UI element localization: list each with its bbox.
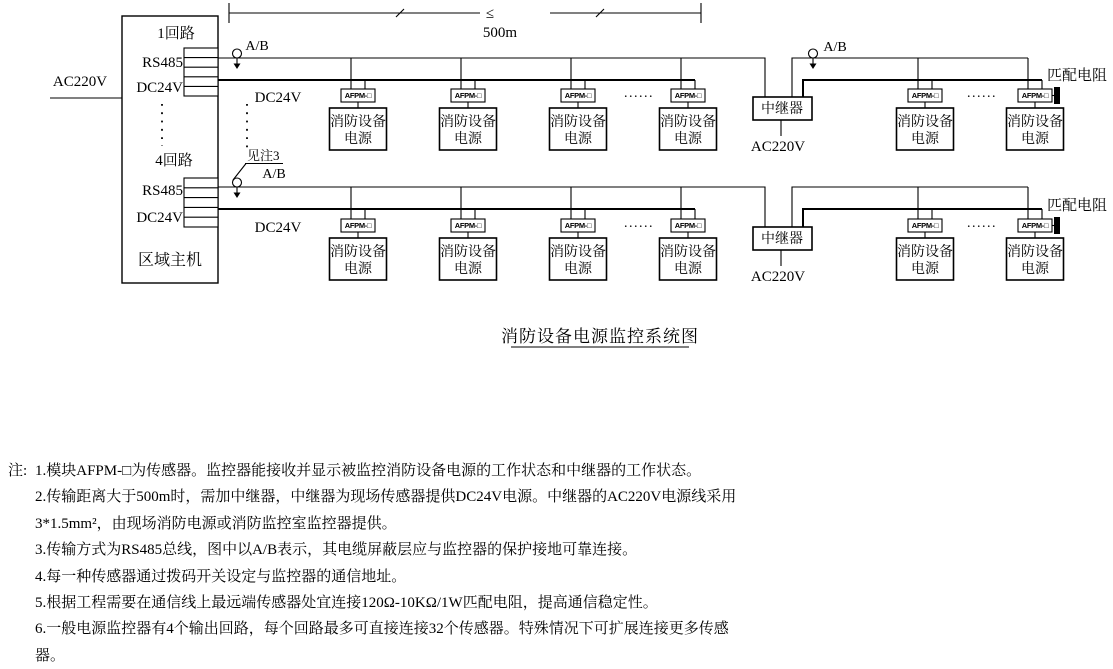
sensor-module-label: AFPM-□: [911, 91, 939, 100]
title-text: 消防设备电源监控系统图: [501, 327, 699, 346]
ab-label-bottom-left: A/B: [262, 167, 286, 182]
device-label: 电源: [674, 132, 702, 147]
device-label: 消防设备: [1007, 115, 1063, 130]
shield-ground-symbol: [233, 178, 242, 198]
note-line: 6.一般电源监控器有4个输出回路，每个回路最多可直接连接32个传感器。特殊情况下可扩展连接更多传感: [35, 621, 729, 638]
ab-label-top-right: A/B: [823, 40, 847, 55]
notes-lines: [35, 458, 736, 669]
shield-ground-symbol: [809, 49, 818, 69]
sensor-module-label: AFPM-□: [454, 221, 482, 230]
dc24v-label-bottom: DC24V: [136, 210, 183, 226]
sensor-module-label: AFPM-□: [344, 91, 372, 100]
dc24v-label-top: DC24V: [136, 80, 183, 96]
device-label: 电源: [1021, 132, 1049, 147]
sensor-module-label: AFPM-□: [1021, 91, 1049, 100]
sensor-module-label: AFPM-□: [344, 221, 372, 230]
shield-ground-symbol: [233, 49, 242, 69]
sensor-unit: [330, 58, 387, 150]
ellipsis-more-sensors: ......: [967, 86, 997, 101]
sensor-module-label: AFPM-□: [454, 91, 482, 100]
see-note-3-label: 见注3: [247, 148, 280, 163]
sensor-module-label: AFPM-□: [674, 221, 702, 230]
ellipsis-more-sensors: ......: [967, 216, 997, 231]
repeater-power-label: AC220V: [750, 139, 806, 155]
device-label: 消防设备: [550, 245, 606, 260]
device-label: 消防设备: [897, 115, 953, 130]
sensor-unit: [897, 58, 954, 150]
device-label: 电源: [564, 262, 592, 277]
notes-prefix: 注:: [8, 463, 28, 479]
device-label: 消防设备: [440, 115, 496, 130]
device-label: 电源: [1021, 262, 1049, 277]
diagram-title: [501, 327, 699, 347]
sensor-unit: [550, 58, 607, 150]
dc24v-bus-label-bottom: DC24V: [254, 220, 302, 236]
device-label: 消防设备: [660, 245, 716, 260]
device-label: 电源: [454, 262, 482, 277]
terminating-resistor: [1047, 196, 1107, 234]
ellipsis-more-sensors: ......: [624, 216, 654, 231]
sensor-module-label: AFPM-□: [674, 91, 702, 100]
ab-label-top-left: A/B: [245, 39, 269, 54]
device-label: 电源: [911, 132, 939, 147]
sensor-module-label: AFPM-□: [564, 221, 592, 230]
circuit-1-extension-bus: [792, 40, 1042, 97]
sensor-unit: [440, 187, 497, 280]
note-line: 器。: [35, 647, 66, 664]
terminal-strip-top: [184, 48, 218, 96]
sensor-module-label: AFPM-□: [911, 221, 939, 230]
repeater-label: 中继器: [761, 232, 803, 247]
note-line: 1.模块AFPM-□为传感器。监控器能接收并显示被监控消防设备电源的工作状态和中继器的工作状态。: [35, 463, 702, 479]
note-line: 3*1.5mm²，由现场消防电源或消防监控室监控器提供。: [35, 515, 397, 532]
lte-symbol: ≤: [485, 6, 495, 22]
sensor-module-label: AFPM-□: [1021, 221, 1049, 230]
matching-resistor-label: 匹配电阻: [1046, 198, 1108, 214]
resistor-icon: [1054, 217, 1060, 234]
distance-label: 500m: [482, 25, 518, 41]
repeater-power-label: AC220V: [750, 269, 806, 285]
resistor-icon: [1054, 87, 1060, 104]
repeater-unit: [751, 97, 812, 155]
ellipsis-more-sensors: ......: [624, 86, 654, 101]
sensor-unit: [550, 187, 607, 280]
notes: [8, 458, 736, 669]
device-label: 消防设备: [897, 245, 953, 260]
rs485-label-top: RS485: [142, 55, 183, 71]
sensor-unit: [660, 187, 717, 280]
ground-arrow-icon: [810, 64, 817, 70]
host-label: 区域主机: [137, 252, 203, 269]
repeater-unit: [751, 227, 812, 285]
device-label: 电源: [911, 262, 939, 277]
device-label: 消防设备: [330, 245, 386, 260]
terminal-strip-bottom: [184, 178, 218, 227]
device-label: 电源: [344, 262, 372, 277]
sensor-unit: [660, 58, 717, 150]
device-label: 消防设备: [1007, 245, 1063, 260]
device-label: 消防设备: [550, 115, 606, 130]
dimension-line: [229, 3, 701, 23]
note-line: 5.根据工程需要在通信线上最远端传感器处宜连接120Ω-10KΩ/1W匹配电阻，提高通信稳定性。: [35, 595, 658, 612]
device-label: 消防设备: [440, 245, 496, 260]
sensor-module-label: AFPM-□: [564, 91, 592, 100]
repeater-label: 中继器: [761, 102, 803, 117]
matching-resistor-label: 匹配电阻: [1046, 68, 1108, 84]
device-label: 消防设备: [330, 115, 386, 130]
sensor-unit: [897, 187, 954, 280]
dc24v-bus-label-top: DC24V: [254, 90, 302, 106]
sensor-unit: [330, 187, 387, 280]
device-label: 电源: [454, 132, 482, 147]
device-label: 电源: [674, 262, 702, 277]
note-line: 4.每一种传感器通过拨码开关设定与监控器的通信地址。: [35, 568, 407, 585]
dimension-500m: [229, 3, 701, 41]
sensor-unit: [440, 58, 497, 150]
terminating-resistor: [1047, 66, 1107, 104]
ground-arrow-icon: [234, 64, 241, 70]
ground-arrow-icon: [234, 193, 241, 199]
ac220v-feed-label: AC220V: [52, 74, 108, 90]
device-label: 电源: [564, 132, 592, 147]
device-label: 电源: [344, 132, 372, 147]
host-unit: [50, 16, 218, 283]
rs485-label-bottom: RS485: [142, 183, 183, 199]
note-line: 2.传输距离大于500m时，需加中继器，中继器为现场传感器提供DC24V电源。中继器的AC220V电源线采用: [35, 489, 737, 506]
circuit-1-label: 1回路: [157, 26, 195, 42]
note-line: 3.传输方式为RS485总线，图中以A/B表示，其电缆屏蔽层应与监控器的保护接地可靠连接。: [35, 542, 638, 559]
circuit-4-label: 4回路: [155, 153, 193, 169]
device-label: 消防设备: [660, 115, 716, 130]
